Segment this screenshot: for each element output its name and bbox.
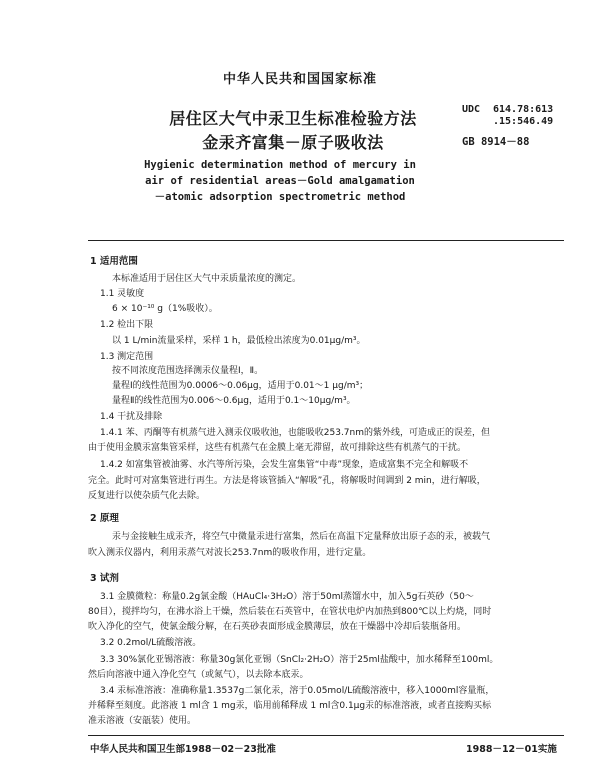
section-3-4-line: 准汞溶液（安瓿装）使用。 (88, 716, 197, 726)
section-3-4-line: 并稀释至刻度。此溶液 1 ml含 1 mg汞，临用前稀释成 1 ml含0.1μg汞的标准溶液，或者直接购买标 (88, 701, 492, 711)
section-3-1-line: 80目），搅拌均匀，在沸水浴上干燥，然后装在石英管中，在管状电炉内加热到800℃以上灼烧，同时 (88, 607, 492, 617)
section-1-4-2-line: 1.4.2 如富集管被油雾、水汽等所污染，会发生富集管“中毒”现象，造成富集不完全和解吸不 (100, 460, 469, 470)
header-divider (88, 240, 564, 241)
section-3-1-line: 3.1 金膜微粒：称量0.2g氯金酸（HAuCl₄·3H₂O）溶于50ml蒸馏水中，加入5g石英砂（50～ (100, 592, 474, 602)
document-title-line2: 金汞齐富集－原子吸收法 (202, 133, 384, 152)
section-1-4-2-line: 完全。此时可对富集管进行再生。方法是将该管插入“解吸”孔，将解吸时间调到 2 min，进行解吸， (88, 476, 486, 486)
section-1-4-2-line: 反复进行以使杂质气化去除。 (88, 491, 206, 501)
section-3-3-line: 3.3 30%氯化亚锡溶液：称量30g氯化亚锡（SnCl₂·2H₂O）溶于25ml盐酸中，加水稀释至100ml。 (100, 655, 499, 665)
section-1-2-text: 以 1 L/min流量采样，采样 1 h，最低检出浓度为0.01μg/m³。 (112, 336, 366, 346)
section-2-line: 吹入测汞仪器内，利用汞蒸气对波长253.7nm的吸收作用，进行定量。 (88, 548, 372, 558)
approval-date: 中华人民共和国卫生部1988－02－23批准 (90, 744, 276, 755)
national-standard-header: 中华人民共和国国家标准 (222, 72, 377, 87)
english-title (120, 157, 440, 205)
document-title-line1: 居住区大气中汞卫生标准检验方法 (169, 109, 417, 128)
section-1-1-heading: 1.1 灵敏度 (100, 289, 145, 299)
section-1-4-heading: 1.4 干扰及排除 (100, 412, 163, 422)
english-title-line: air of residential areas－Gold amalgamation (145, 175, 415, 187)
effective-date: 1988－12－01实施 (466, 744, 557, 755)
section-2-heading: 2 原理 (90, 513, 119, 524)
gb-number: GB 8914－88 (462, 136, 530, 148)
section-1-4-1-line: 1.4.1 苯、丙酮等有机蒸气进入测汞仪吸收池，也能吸收253.7nm的紫外线，可造成正的误差，但 (100, 428, 490, 438)
section-1-intro: 本标准适用于居住区大气中汞质量浓度的测定。 (112, 274, 302, 284)
section-3-4-line: 3.4 汞标准溶液：准确称量1.3537g二氯化汞，溶于0.05mol/L硫酸溶液中，移入1000ml容量瓶， (100, 686, 495, 696)
section-3-1-line: 吹入净化的空气，使氯金酸分解，在石英砂表面形成金膜薄层，放在干燥器中冷却后装瓶备用。 (88, 622, 467, 632)
section-1-4-1-line: 由于使用金膜汞富集管采样，这些有机蒸气在金膜上毫无滞留，故可排除这些有机蒸气的干扰。 (88, 443, 467, 453)
section-3-3-line: 然后向溶液中通入净化空气（或氮气），以去除本底汞。 (88, 670, 309, 680)
section-2-line: 汞与金接触生成汞齐，将空气中微量汞进行富集，然后在高温下定量释放出原子态的汞，被载气 (112, 532, 491, 542)
english-title-line: Hygienic determination method of mercury in (144, 159, 416, 171)
section-1-1-text: 6 × 10⁻¹⁰ g（1%吸收）。 (112, 304, 218, 314)
footer-divider (88, 735, 564, 736)
section-1-2-heading: 1.2 检出下限 (100, 320, 154, 330)
section-1-heading: 1 适用范围 (90, 256, 138, 267)
english-title-line: －atomic adsorption spectrometric method (154, 191, 406, 203)
section-1-3-line: 量程Ⅰ的线性范围为0.0006～0.06μg，适用于0.01～1 μg/m³； (112, 381, 369, 391)
section-1-3-line: 按不同浓度范围选择测汞仪量程Ⅰ，Ⅱ。 (112, 366, 264, 376)
section-1-3-line: 量程Ⅱ的线性范围为0.006～0.6μg，适用于0.1～10μg/m³。 (112, 396, 356, 406)
udc-code-line1: 614.78:613 (493, 104, 554, 115)
udc-label: UDC (462, 104, 481, 115)
section-1-3-heading: 1.3 测定范围 (100, 352, 154, 362)
udc-code-line2: .15:546.49 (493, 116, 554, 127)
section-3-2-line: 3.2 0.2mol/L硫酸溶液。 (100, 638, 202, 648)
section-3-heading: 3 试剂 (90, 573, 119, 584)
